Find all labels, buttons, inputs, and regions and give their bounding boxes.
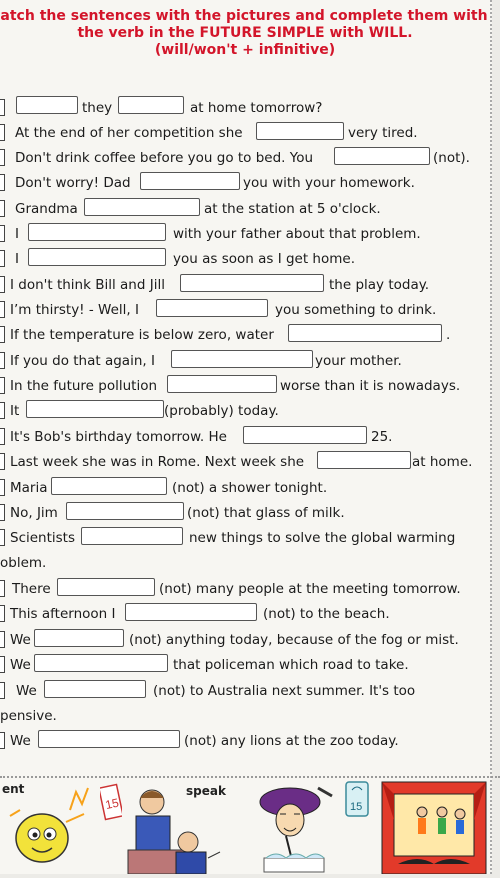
number-box xyxy=(0,732,5,749)
sentence-text: No, Jim xyxy=(10,505,58,521)
sentence-row xyxy=(0,375,490,397)
sentence-text: new things to solve the global warming xyxy=(189,530,456,546)
sentence-text: you with your homework. xyxy=(243,175,415,191)
number-box xyxy=(0,479,5,496)
sentence-text: at the station at 5 o'clock. xyxy=(204,201,381,217)
sentence-text: If you do that again, I xyxy=(10,353,155,369)
sentence-row xyxy=(0,680,490,702)
sentence-row xyxy=(0,477,490,499)
sentence-row xyxy=(0,654,490,676)
answer-blank[interactable] xyxy=(81,527,183,545)
sentence-text: (not) anything today, because of the fog or mist. xyxy=(129,632,459,648)
sentence-text: It xyxy=(10,403,20,419)
sentence-row xyxy=(0,451,490,473)
sentence-text: Don't worry! Dad xyxy=(15,175,131,191)
sentence-continuation xyxy=(0,552,490,574)
answer-blank[interactable] xyxy=(125,603,257,621)
sentence-row xyxy=(0,122,490,144)
number-card-picture xyxy=(100,780,122,874)
sentence-text: with your father about that problem. xyxy=(173,226,421,242)
answer-blank[interactable] xyxy=(140,172,240,190)
phone-icon xyxy=(342,780,372,874)
sentence-text: the play today. xyxy=(329,277,430,293)
number-box xyxy=(0,225,5,242)
sentence-text: Grandma xyxy=(15,201,78,217)
theatre-picture xyxy=(378,780,490,874)
answer-blank[interactable] xyxy=(51,477,167,495)
number-box xyxy=(0,276,5,293)
answer-blank[interactable] xyxy=(180,274,324,292)
picture-label: speak xyxy=(186,784,226,798)
number-box xyxy=(0,99,5,116)
answer-blank[interactable] xyxy=(16,96,78,114)
title-line-1: atch the sentences with the pictures and complete them with xyxy=(0,8,488,24)
sentence-text: I’m thirsty! - Well, I xyxy=(10,302,139,318)
answer-blank[interactable] xyxy=(118,96,184,114)
number-box xyxy=(0,656,5,673)
sentence-text: Scientists xyxy=(10,530,76,546)
answer-blank[interactable] xyxy=(44,680,146,698)
teacher-icon xyxy=(124,780,244,874)
number-box xyxy=(0,124,5,141)
sentence-text: At the end of her competition she xyxy=(15,125,243,141)
sentence-text: (not) any lions at the zoo today. xyxy=(184,733,399,749)
sentence-continuation xyxy=(0,705,490,727)
number-box xyxy=(0,149,5,166)
sentence-text: (probably) today. xyxy=(164,403,279,419)
number-box xyxy=(0,504,5,521)
sentence-text: you as soon as I get home. xyxy=(173,251,355,267)
sentence-text: your mother. xyxy=(315,353,402,369)
sentence-text: 25. xyxy=(371,429,393,445)
answer-blank[interactable] xyxy=(66,502,184,520)
sentence-row xyxy=(0,527,490,549)
sentence-text: at home. xyxy=(412,454,473,470)
answer-blank[interactable] xyxy=(57,578,155,596)
sentence-row xyxy=(0,223,490,245)
number-box xyxy=(0,402,5,419)
answer-blank[interactable] xyxy=(28,223,166,241)
number-box xyxy=(0,326,5,343)
number-box xyxy=(0,352,5,369)
bath-icon xyxy=(246,780,340,874)
answer-blank[interactable] xyxy=(156,299,268,317)
sentence-row xyxy=(0,172,490,194)
sentence-text: (not) to Australia next summer. It's too xyxy=(153,683,416,699)
number-box xyxy=(0,428,5,445)
sentence-row xyxy=(0,629,490,651)
number-box xyxy=(0,529,5,546)
answer-blank[interactable] xyxy=(38,730,180,748)
number-box xyxy=(0,631,5,648)
sentence-text: We xyxy=(10,657,31,673)
sentence-text: If the temperature is below zero, water xyxy=(10,327,274,343)
sentence-text: (not). xyxy=(433,150,470,166)
answer-blank[interactable] xyxy=(243,426,367,444)
answer-blank[interactable] xyxy=(334,147,430,165)
answer-blank[interactable] xyxy=(317,451,411,469)
sentence-text: I xyxy=(15,226,19,242)
sentence-text: Maria xyxy=(10,480,48,496)
sentence-text: (not) a shower tonight. xyxy=(172,480,328,496)
sentence-text: There xyxy=(12,581,51,597)
answer-blank[interactable] xyxy=(26,400,164,418)
sentence-text: I don't think Bill and Jill xyxy=(10,277,165,293)
number-box xyxy=(0,605,5,622)
sentence-text: Don't drink coffee before you go to bed. You xyxy=(15,150,314,166)
sentence-text: This afternoon I xyxy=(10,606,116,622)
answer-blank[interactable] xyxy=(167,375,277,393)
calendar-icon xyxy=(100,780,122,874)
sentence-text: It's Bob's birthday tomorrow. He xyxy=(10,429,227,445)
title-line-2: the verb in the FUTURE SIMPLE with WILL. xyxy=(77,25,413,41)
number-box xyxy=(0,301,5,318)
answer-blank[interactable] xyxy=(84,198,200,216)
classroom-picture xyxy=(124,780,244,874)
number-box xyxy=(0,580,5,597)
sentence-text: you something to drink. xyxy=(275,302,437,318)
sentence-row xyxy=(0,198,490,220)
number-box xyxy=(0,377,5,394)
sentence-row xyxy=(0,97,490,119)
sentence-row xyxy=(0,274,490,296)
sentence-text: pensive. xyxy=(0,708,57,724)
sentence-text: We xyxy=(10,733,31,749)
sentence-text: We xyxy=(10,632,31,648)
sentence-row xyxy=(0,426,490,448)
sentence-text: at home tomorrow? xyxy=(190,100,323,116)
answer-blank[interactable] xyxy=(34,629,124,647)
answer-blank[interactable] xyxy=(171,350,313,368)
svg-text:15: 15 xyxy=(104,795,121,813)
picture-label: ent xyxy=(2,782,25,796)
divider xyxy=(0,776,500,778)
sentence-row xyxy=(0,350,490,372)
sentence-row xyxy=(0,578,490,600)
number-box xyxy=(0,200,5,217)
sentence-text: (not) to the beach. xyxy=(263,606,390,622)
sentence-text: In the future pollution xyxy=(10,378,158,394)
stage-icon xyxy=(378,780,490,874)
bath-picture xyxy=(246,780,340,874)
sentence-row xyxy=(0,400,490,422)
answer-blank[interactable] xyxy=(28,248,166,266)
number-box xyxy=(0,682,5,699)
sentence-text: (not) many people at the meeting tomorrow. xyxy=(159,581,461,597)
sentence-text: Last week she was in Rome. Next week she xyxy=(10,454,305,470)
sentence-row xyxy=(0,248,490,270)
answer-blank[interactable] xyxy=(34,654,168,672)
answer-blank[interactable] xyxy=(288,324,442,342)
lightbulb-picture xyxy=(0,780,96,874)
sentence-text: (not) that glass of milk. xyxy=(187,505,345,521)
sentence-row xyxy=(0,502,490,524)
svg-text:15: 15 xyxy=(350,801,363,813)
title-line-3: (will/won't + infinitive) xyxy=(154,42,336,58)
sentence-text: worse than it is nowadays. xyxy=(280,378,461,394)
answer-blank[interactable] xyxy=(256,122,344,140)
sentence-row xyxy=(0,324,490,346)
sentence-text: very tired. xyxy=(348,125,418,141)
number-box xyxy=(0,453,5,470)
sentence-row xyxy=(0,147,490,169)
phone-picture xyxy=(342,780,372,874)
sentence-row xyxy=(0,730,490,752)
sentence-text: that policeman which road to take. xyxy=(173,657,409,673)
sentence-text: We xyxy=(16,683,37,699)
number-box xyxy=(0,250,5,267)
sentence-text: oblem. xyxy=(0,555,47,571)
sentence-row xyxy=(0,299,490,321)
sentence-text: they xyxy=(82,100,113,116)
sentence-text: I xyxy=(15,251,19,267)
number-box xyxy=(0,174,5,191)
sentence-text: . xyxy=(446,327,451,343)
picture-strip xyxy=(0,776,500,874)
sentence-row xyxy=(0,603,490,625)
